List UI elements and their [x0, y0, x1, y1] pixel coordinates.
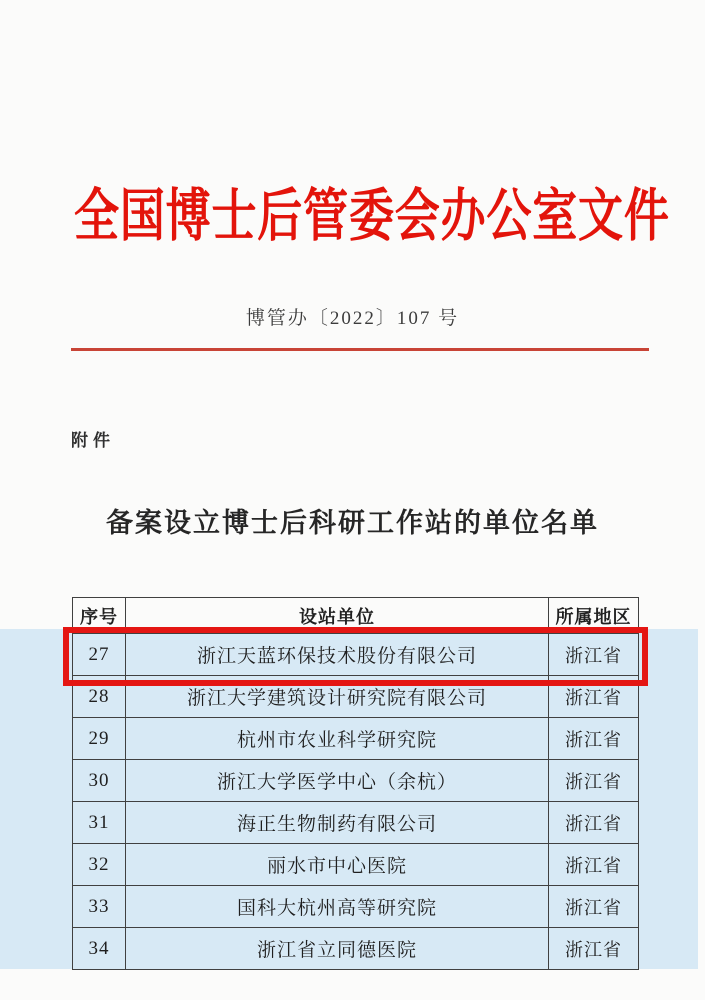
row-number-cell: 31 — [88, 811, 110, 833]
unit-name-cell: 浙江天蓝环保技术股份有限公司 — [125, 634, 548, 675]
table-rows-container — [73, 633, 638, 969]
region-cell: 浙江省 — [548, 718, 638, 759]
table-row — [73, 633, 638, 675]
unit-name-cell: 国科大杭州高等研究院 — [125, 886, 548, 927]
row-number-cell: 34 — [88, 937, 110, 959]
region-cell: 浙江省 — [548, 886, 638, 927]
row-number-cell: 27 — [88, 643, 110, 665]
row-number-cell: 29 — [88, 727, 110, 749]
table-row — [73, 759, 638, 801]
table-row — [73, 927, 638, 969]
attachment-label: 附件 — [71, 431, 115, 450]
row-number-cell: 28 — [88, 685, 110, 707]
document-number: 博管办〔2022〕107 号 — [245, 308, 460, 329]
header-cell-number: 序号 — [80, 606, 118, 627]
table-title: 备案设立博士后科研工作站的单位名单 — [106, 508, 599, 538]
document-title: 全国博士后管委会办公室文件 — [74, 185, 670, 248]
header-cell-region: 所属地区 — [548, 598, 638, 633]
region-cell: 浙江省 — [548, 802, 638, 843]
table-row — [73, 801, 638, 843]
unit-name-cell: 丽水市中心医院 — [125, 844, 548, 885]
units-table — [72, 597, 639, 970]
row-number-cell: 32 — [88, 853, 110, 875]
region-cell: 浙江省 — [548, 676, 638, 717]
unit-name-cell: 杭州市农业科学研究院 — [125, 718, 548, 759]
unit-name-cell: 海正生物制药有限公司 — [125, 802, 548, 843]
table-row — [73, 675, 638, 717]
unit-name-cell: 浙江大学医学中心（余杭） — [125, 760, 548, 801]
row-number-cell: 30 — [88, 769, 110, 791]
region-cell: 浙江省 — [548, 760, 638, 801]
row-number-cell: 33 — [88, 895, 110, 917]
header-cell-unit: 设站单位 — [125, 598, 548, 633]
region-cell: 浙江省 — [548, 928, 638, 969]
table-row — [73, 885, 638, 927]
table-row — [73, 843, 638, 885]
unit-name-cell: 浙江大学建筑设计研究院有限公司 — [125, 676, 548, 717]
table-row — [73, 717, 638, 759]
table-header-row — [73, 598, 638, 633]
region-cell: 浙江省 — [548, 844, 638, 885]
unit-name-cell: 浙江省立同德医院 — [125, 928, 548, 969]
red-divider-rule — [71, 348, 649, 351]
region-cell: 浙江省 — [548, 634, 638, 675]
